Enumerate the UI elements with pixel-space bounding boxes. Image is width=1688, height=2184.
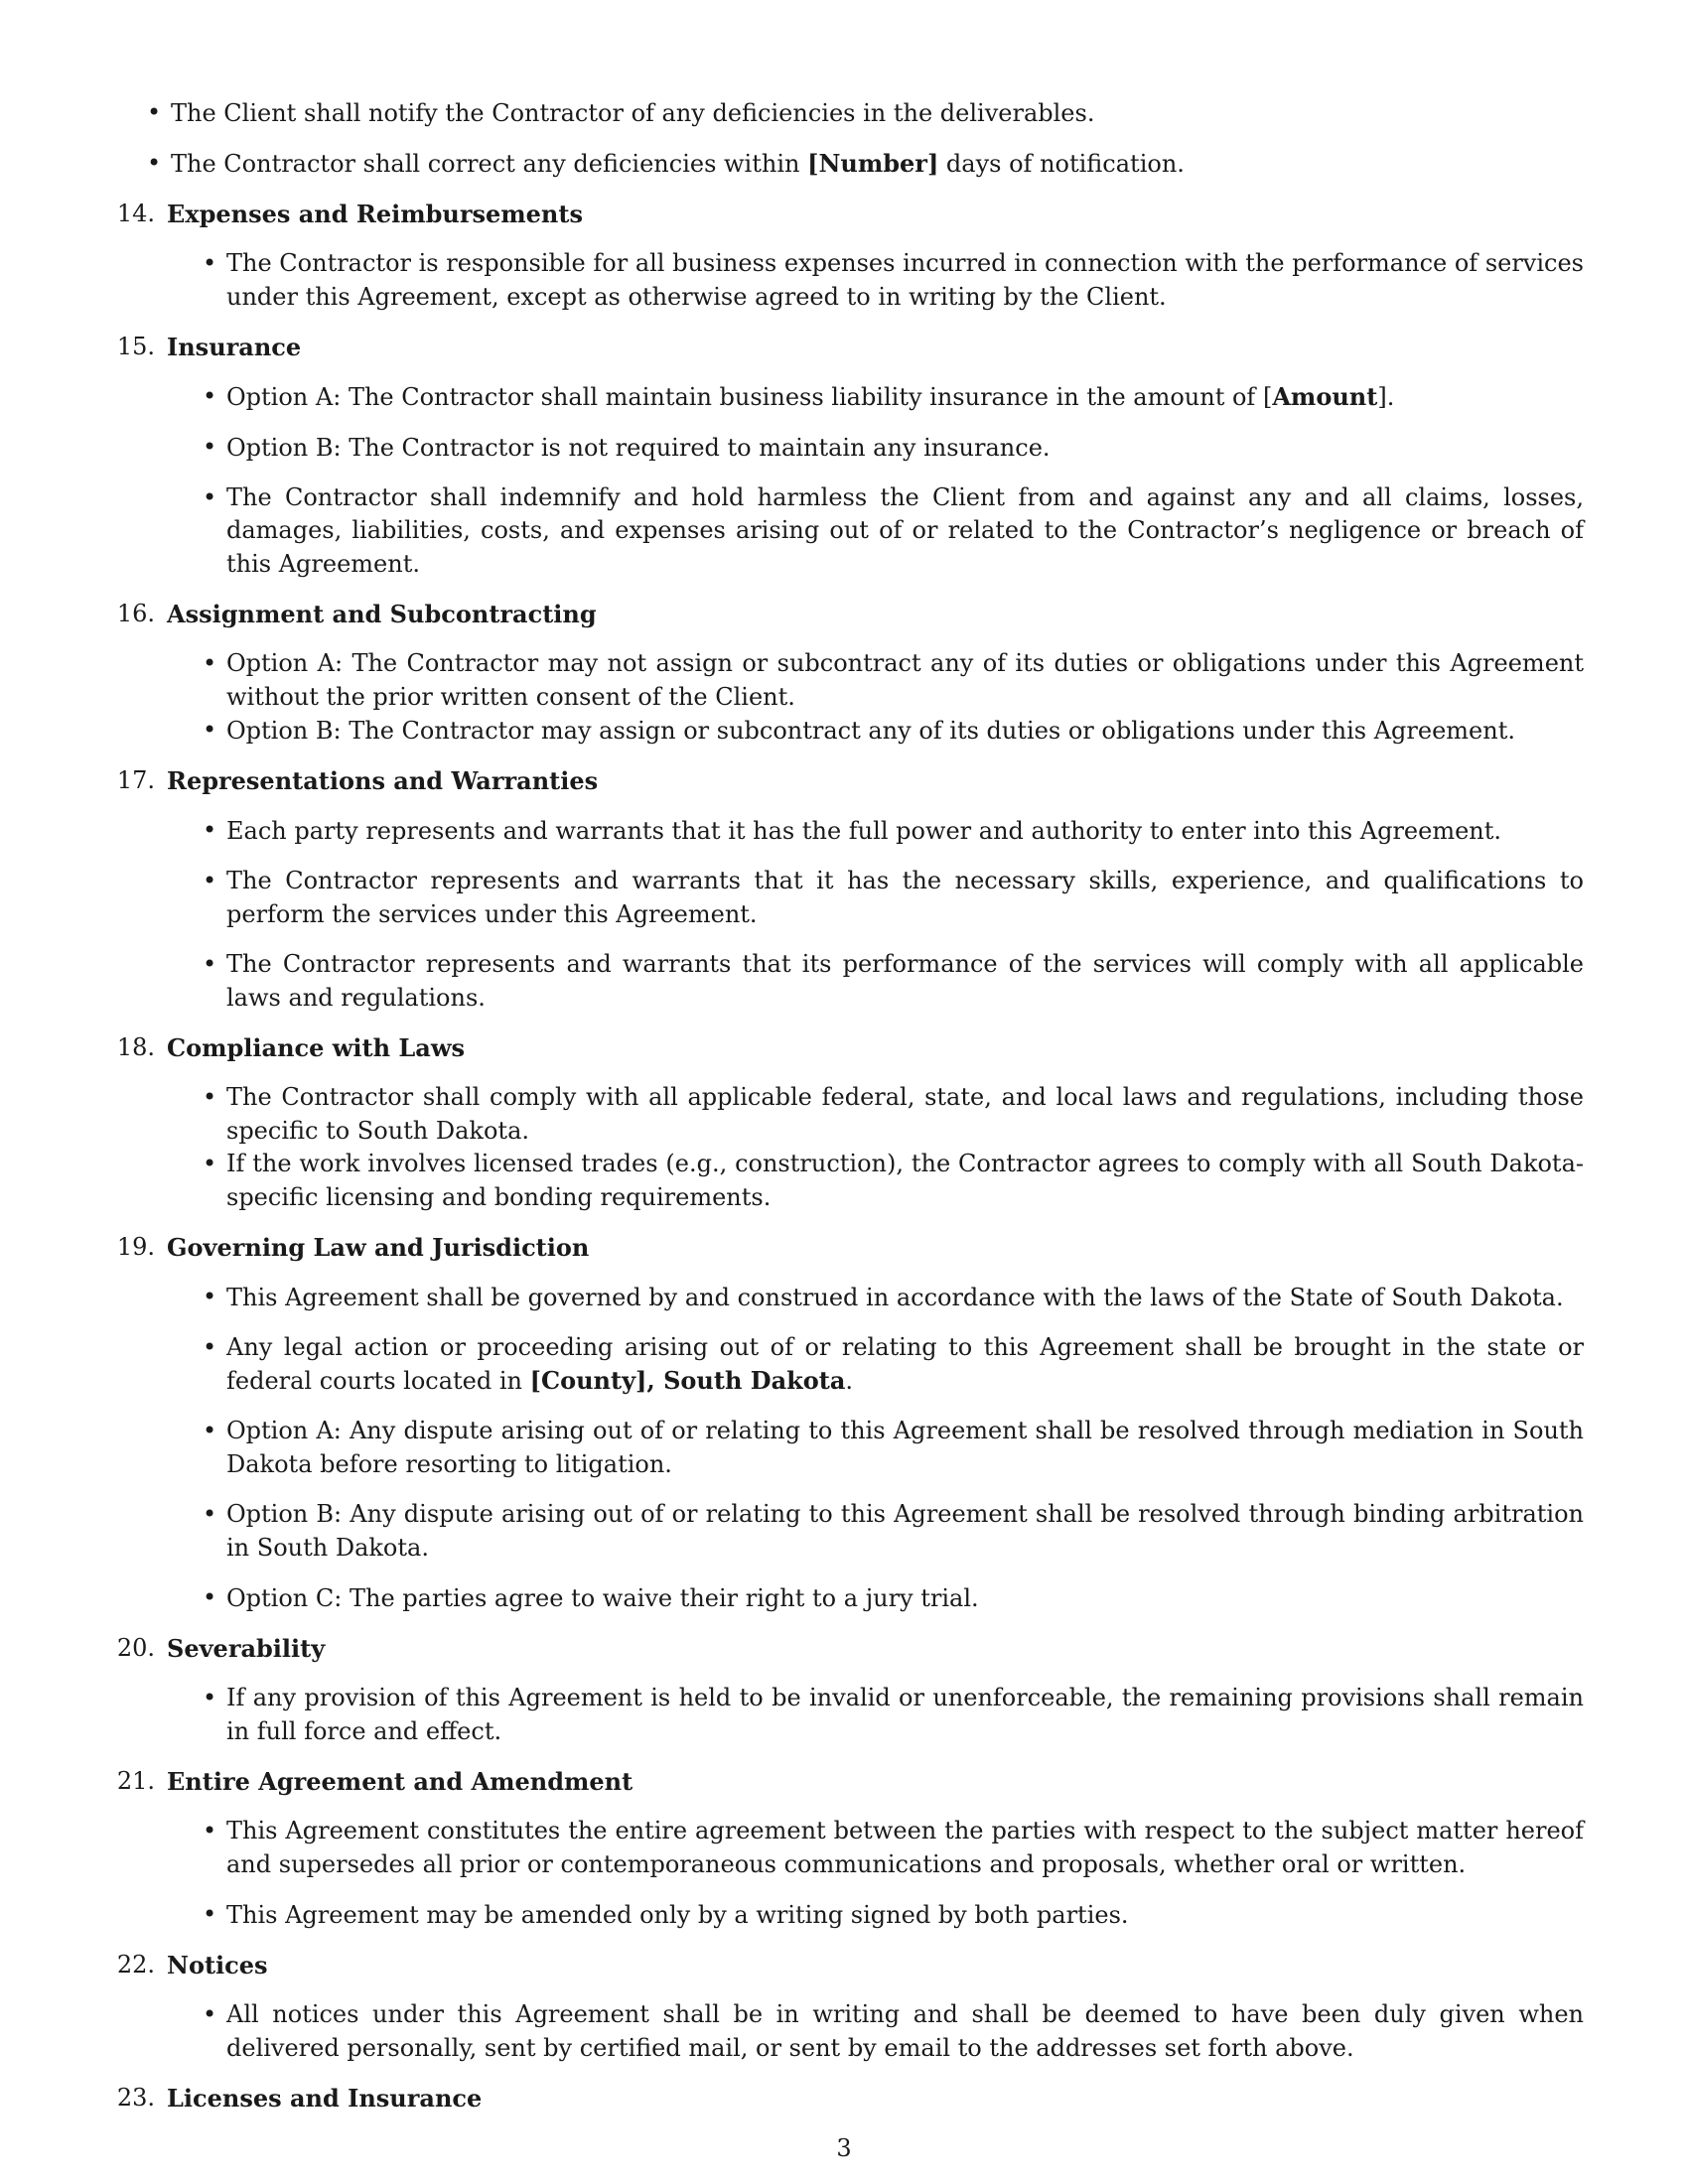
- section-title: Insurance: [167, 333, 302, 361]
- section-licenses: [111, 2082, 1584, 2115]
- continued-bullet-list: [111, 96, 1584, 181]
- section-title: Severability: [167, 1634, 326, 1663]
- section-list: [111, 198, 1584, 2115]
- section-title: Governing Law and Jurisdiction: [167, 1233, 590, 1262]
- section-number: 18.: [116, 1033, 155, 1061]
- list-item: • Option B: The Contractor may assign or subcontract any of its duties or obligations under this Agreement.: [167, 714, 1584, 748]
- section-number: 19.: [116, 1233, 155, 1261]
- section-title: Compliance with Laws: [167, 1033, 466, 1062]
- bullet-list: [167, 247, 1584, 314]
- bullet-list: [167, 647, 1584, 748]
- section-title: Licenses and Insurance: [167, 2084, 483, 2113]
- list-item: • The Contractor represents and warrants that its performance of the services will comply with all applicable laws and regulations.: [167, 948, 1584, 1015]
- list-item: • This Agreement may be amended only by a writing signed by both parties.: [167, 1898, 1584, 1932]
- section-entire-agreement: [111, 1765, 1584, 1932]
- section-severability: [111, 1632, 1584, 1748]
- bullet-list: [167, 1998, 1584, 2065]
- list-item: • Option B: Any dispute arising out of or relating to this Agreement shall be resolved through binding arbitration in South Dakota.: [167, 1498, 1584, 1565]
- list-item: • The Contractor shall indemnify and hold harmless the Client from and against any and all claims, losses, damages, liabilities, costs, and expenses arising out of or related to the Contractor’s negligence or breach of this Agreement.: [167, 481, 1584, 581]
- section-title: Expenses and Reimbursements: [167, 200, 583, 228]
- list-item: • The Contractor represents and warrants that it has the necessary skills, experience, and qualifications to perform the services under this Agreement.: [167, 865, 1584, 931]
- section-expenses: [111, 198, 1584, 314]
- section-title: Assignment and Subcontracting: [167, 600, 597, 628]
- section-number: 20.: [116, 1634, 155, 1662]
- section-insurance: [111, 331, 1584, 581]
- section-notices: [111, 1949, 1584, 2065]
- bullet-list: [167, 1682, 1584, 1748]
- list-item: • If the work involves licensed trades (e.g., construction), the Contractor agrees to comply with all South Dakota-specific licensing and bonding requirements.: [167, 1148, 1584, 1214]
- section-title: Entire Agreement and Amendment: [167, 1767, 633, 1796]
- section-compliance: [111, 1031, 1584, 1214]
- bullet-list: [167, 1081, 1584, 1214]
- list-item: • Each party represents and warrants that it has the full power and authority to enter into this Agreement.: [167, 814, 1584, 848]
- list-item: • The Contractor is responsible for all business expenses incurred in connection with the performance of services under this Agreement, except as otherwise agreed to in writing by the Client.: [167, 247, 1584, 314]
- section-number: 22.: [116, 1951, 155, 1979]
- bullet-list: [167, 1815, 1584, 1932]
- document-body: [111, 96, 1584, 2115]
- section-number: 16.: [116, 600, 155, 627]
- list-item: • Option A: The Contractor shall maintain business liability insurance in the amount of [Amount].: [167, 380, 1584, 414]
- section-representations: [111, 764, 1584, 1015]
- list-item: • Option C: The parties agree to waive their right to a jury trial.: [167, 1581, 1584, 1615]
- list-item: • Option B: The Contractor is not required to maintain any insurance.: [167, 431, 1584, 465]
- bullet-list: [167, 1281, 1584, 1615]
- section-number: 17.: [116, 766, 155, 794]
- list-item: • The Contractor shall comply with all applicable federal, state, and local laws and regulations, including those specific to South Dakota.: [167, 1081, 1584, 1148]
- section-governing-law: [111, 1231, 1584, 1615]
- section-assignment: [111, 598, 1584, 748]
- section-number: 15.: [116, 333, 155, 360]
- section-title: Representations and Warranties: [167, 766, 599, 795]
- list-item: • This Agreement shall be governed by and construed in accordance with the laws of the State of South Dakota.: [167, 1281, 1584, 1314]
- list-item: • Option A: Any dispute arising out of or relating to this Agreement shall be resolved through mediation in South Dakota before resorting to litigation.: [167, 1415, 1584, 1481]
- bullet-list: [167, 380, 1584, 581]
- list-item: • All notices under this Agreement shall be in writing and shall be deemed to have been duly given when delivered personally, sent by certified mail, or sent by email to the addresses set forth above.: [167, 1998, 1584, 2065]
- section-title: Notices: [167, 1951, 268, 1979]
- list-item: • The Client shall notify the Contractor of any deficiencies in the deliverables.: [111, 96, 1584, 130]
- list-item: • This Agreement constitutes the entire agreement between the parties with respect to the subject matter hereof and supersedes all prior or contemporaneous communications and proposals, whether oral or written.: [167, 1815, 1584, 1881]
- bullet-list: [167, 814, 1584, 1015]
- section-number: 14.: [116, 200, 155, 227]
- list-item: • Any legal action or proceeding arising out of or relating to this Agreement shall be brought in the state or federal courts located in [County], South Dakota.: [167, 1331, 1584, 1398]
- list-item: • If any provision of this Agreement is held to be invalid or unenforceable, the remaining provisions shall remain in full force and effect.: [167, 1682, 1584, 1748]
- list-item: • The Contractor shall correct any deficiencies within [Number] days of notification.: [111, 147, 1584, 181]
- page-number: 3: [836, 2134, 852, 2162]
- list-item: • Option A: The Contractor may not assign or subcontract any of its duties or obligations under this Agreement without the prior written consent of the Client.: [167, 647, 1584, 714]
- section-number: 23.: [116, 2084, 155, 2112]
- section-number: 21.: [116, 1767, 155, 1795]
